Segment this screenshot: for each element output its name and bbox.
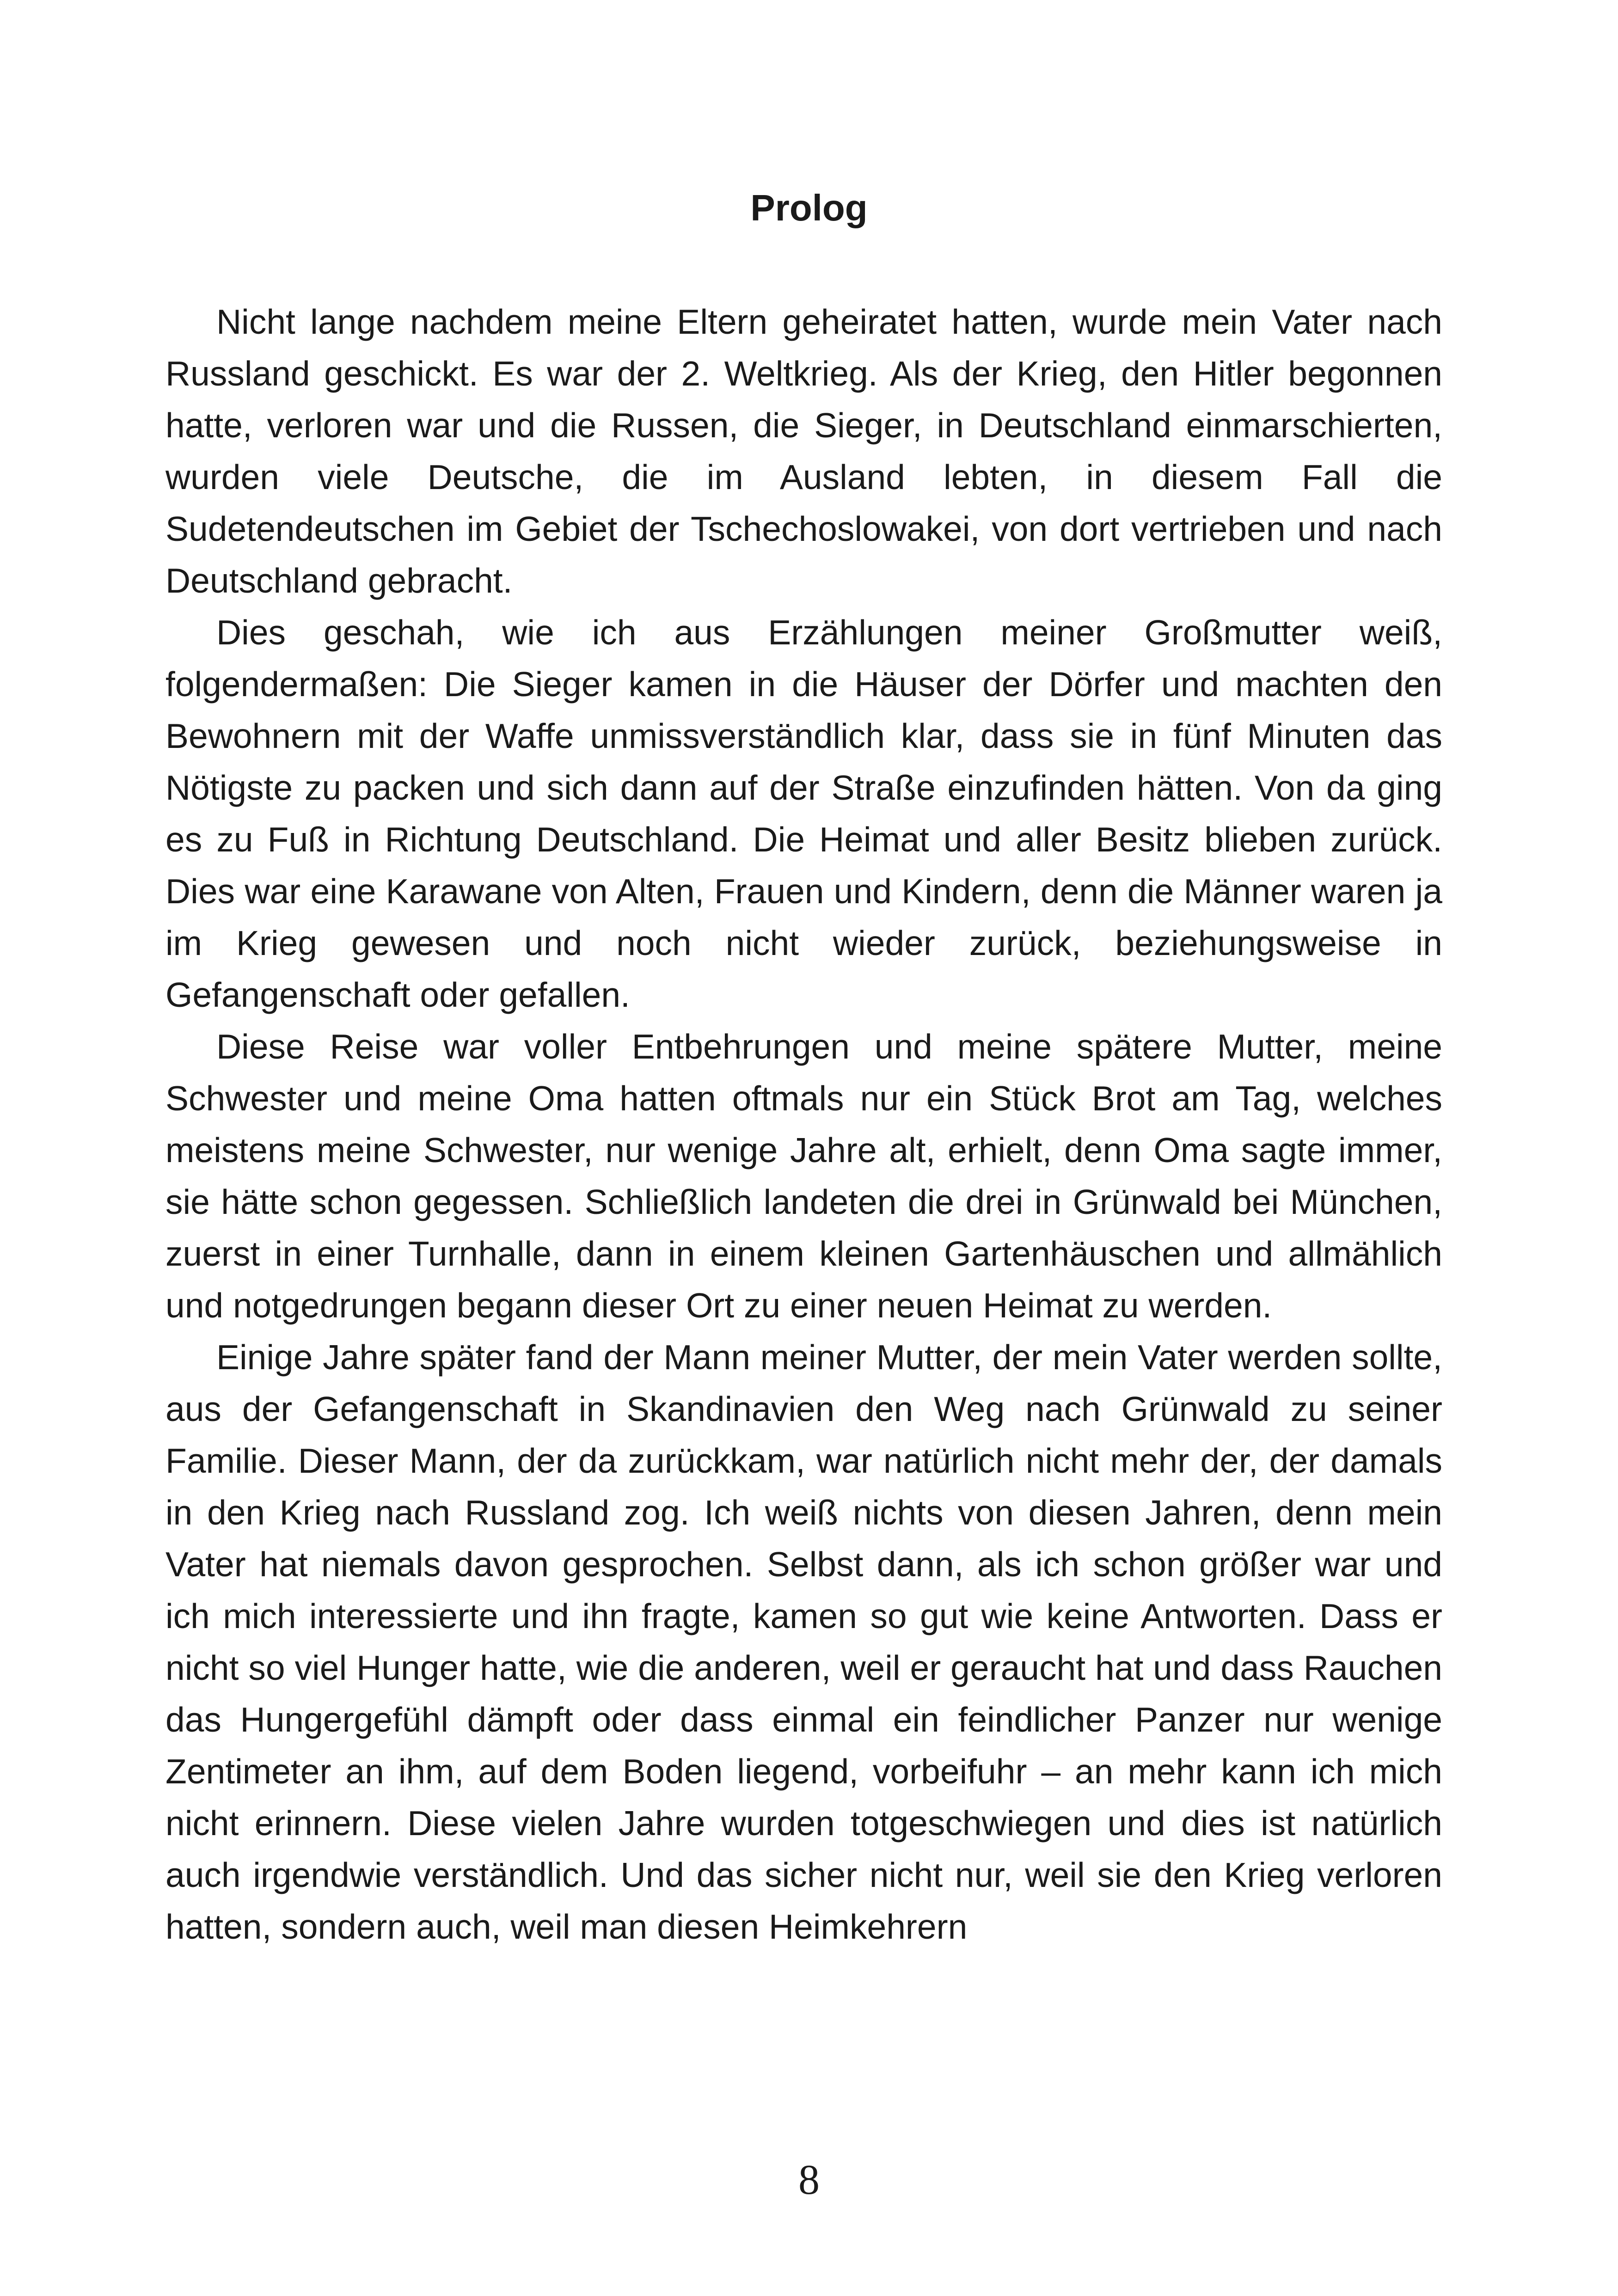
paragraph-1: Nicht lange nachdem meine Eltern geheiratet hatten, wurde mein Vater nach Russland geschickt. Es war der 2. Weltkrieg. Als der Krieg, den Hitler begonnen hatte, verloren war und die Russen, die Sieger, in Deutschland einmarschierten, wurden viele Deutsche, die im Ausland lebten, in diesem Fall die Sudetendeutschen im Gebiet der Tschechoslowakei, von dort vertrieben und nach Deutschland gebracht. <box>165 302 1442 600</box>
paragraph-2: Dies geschah, wie ich aus Erzählungen meiner Großmutter weiß, folgendermaßen: Die Sieger kamen in die Häuser der Dörfer und machten den Bewohnern mit der Waffe unmissverständlich klar, dass sie in fünf Minuten das Nötigste zu packen und sich dann auf der Straße einzufinden hätten. Von da ging es zu Fuß in Richtung Deutschland. Die Heimat und aller Besitz blieben zurück. Dies war eine Karawane von Alten, Frauen und Kindern, denn die Männer waren ja im Krieg gewesen und noch nicht wieder zurück, beziehungsweise in Gefangenschaft oder gefallen. <box>165 613 1442 1014</box>
body-text <box>165 296 1442 1953</box>
paragraph-4: Einige Jahre später fand der Mann meiner Mutter, der mein Vater werden sollte, aus der Gefangenschaft in Skandinavien den Weg nach Grünwald zu seiner Familie. Dieser Mann, der da zurückkam, war natürlich nicht mehr der, der damals in den Krieg nach Russland zog. Ich weiß nichts von diesen Jahren, denn mein Vater hat niemals davon gesprochen. Selbst dann, als ich schon größer war und ich mich interessierte und ihn fragte, kamen so gut wie keine Antworten. Dass er nicht so viel Hunger hatte, wie die anderen, weil er geraucht hat und dass Rauchen das Hungergefühl dämpft oder dass einmal ein feindlicher Panzer nur wenige Zentimeter an ihm, auf dem Boden liegend, vorbeifuhr – an mehr kann ich mich nicht erinnern. Diese vielen Jahre wurden totgeschwiegen und dies ist natürlich auch irgendwie verständlich. Und das sicher nicht nur, weil sie den Krieg verloren hatten, sondern auch, weil man diesen Heimkehrern <box>165 1338 1442 1946</box>
chapter-title: Prolog <box>750 187 868 228</box>
paragraph-3: Diese Reise war voller Entbehrungen und meine spätere Mutter, meine Schwester und meine Oma hatten oftmals nur ein Stück Brot am Tag, welches meistens meine Schwester, nur wenige Jahre alt, erhielt, denn Oma sagte immer, sie hätte schon gegessen. Schließlich landeten die drei in Grünwald bei München, zuerst in einer Turnhalle, dann in einem kleinen Gartenhäuschen und allmählich und notgedrungen begann dieser Ort zu einer neuen Heimat zu werden. <box>165 1027 1442 1325</box>
page-number: 8 <box>798 2156 820 2203</box>
